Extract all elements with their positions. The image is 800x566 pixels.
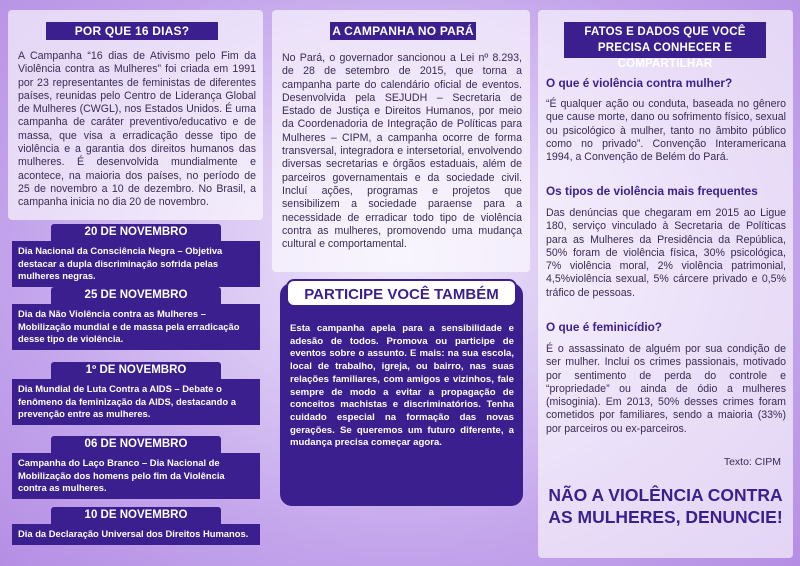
- participe-title: PARTICIPE VOCÊ TAMBÉM: [286, 279, 517, 307]
- slogan: NÃO A VIOLÊNCIA CONTRA AS MULHERES, DENUNCIE!: [548, 485, 783, 527]
- date-block-06-nov: [12, 436, 260, 499]
- participe-text: Esta campanha apela para a sensibilidade e adesão de todos. Promova ou participe de eventos sobre o assunto. E mais: na sua escola, local de trabalho, igreja, ou bairro, nas suas relações familiares, com amigos e vizinhos, fale sempre de modo a evitar a propagação de conceitos machistas e discriminatórios. Tenha cuidado especial na formação das novas gerações. Se queremos um futuro diferente, a mudança precisa começar agora.: [290, 323, 514, 449]
- campaign-para-panel: [272, 10, 530, 272]
- facts-panel: [538, 10, 793, 558]
- campaign-para-text: No Pará, o governador sancionou a Lei nº 8.293, de 28 de setembro de 2015, que torna a campanha parte do calendário oficial de eventos. Desenvolvida pela SEJUDH – Secretaria de Estado de Justiça e Direitos Humanos, por meio da Coordenadoria de Integração de Políticas para Mulheres – CIPM, a campanha ocorre de forma transversal, integradora e intersetorial, envolvendo diversas secretarias e órgãos estaduais, além de parceiros governamentais e da sociedade civil. Incluí ações, programas e projetos que sensibilizem a sociedade paraense para a necessidade de erradicar todo tipo de violência contra as mulheres, promovendo uma mudança cultural e comportamental.: [282, 52, 522, 251]
- date-title: 10 DE NOVEMBRO: [51, 507, 221, 524]
- text-credit: Texto: CIPM: [723, 456, 781, 468]
- date-title: 25 DE NOVEMBRO: [51, 287, 221, 304]
- date-title: 20 DE NOVEMBRO: [51, 224, 221, 241]
- date-desc: Dia Nacional da Consciência Negra – Objetiva destacar a dupla discriminação sofrida pelas mulheres negras.: [12, 241, 260, 287]
- date-desc: Campanha do Laço Branco – Dia Nacional de Mobilização dos homens pelo fim da Violência contra as mulheres.: [12, 453, 260, 499]
- date-block-20-nov: [12, 224, 260, 287]
- answer-violence: “É qualquer ação ou conduta, baseada no gênero que cause morte, dano ou sofrimento físico, sexual ou psicológico à mulher, tanto no âmbito público como no privado”. Convenção Interamericana 1994, a Convenção de Belém do Pará.: [546, 98, 786, 164]
- answer-femicide: É o assassinato de alguém por sua condição de ser mulher. Inclui os crimes passionais, motivado por sentimento de perda do controle e “propriedade” ou ainda de ódio a mulheres (misoginia). Em 2013, 50% desses crimes foram cometidos por familiares, sendo a maioria (33%) por parceiros ou ex-parceiros.: [546, 343, 786, 435]
- date-desc: Dia da Não Violência contra as Mulheres – Mobilização mundial e de massa pela erradicação desse tipo de violência.: [12, 304, 260, 350]
- date-desc: Dia da Declaração Universal dos Direitos Humanos.: [12, 524, 260, 545]
- participe-box: [280, 283, 523, 506]
- answer-types: Das denúncias que chegaram em 2015 ao Ligue 180, serviço vinculado à Secretaria de Políticas para as Mulheres da Presidência da República, 50% foram de violência física, 30% psicológica, 7% violência moral, 2% violência patrimonial, 4,5%violência sexual, 5% cárcere privado e 0,5% tráfico de pessoas.: [546, 207, 786, 299]
- column-why-16-days: [8, 10, 263, 558]
- date-title: 1º DE NOVEMBRO: [51, 362, 221, 379]
- question-violence: O que é violência contra mulher?: [546, 76, 733, 90]
- intro-text: A Campanha “16 dias de Ativismo pelo Fim da Violência contra as Mulheres” foi criada em 1991 por 23 representantes de feministas de diferentes países, reunidas pelo Centro de Liderança Global de Mulheres (CWGL), nos Estados Unidos. É uma campanha de caráter preventivo/educativo e de massa, que visa a erradicação desse tipo de violência e a garantia dos direitos humanos das mulheres. É desenvolvida mundialmente e acontece, na maioria dos países, no período de 25 de novembro a 10 de dezembro. No Brasil, a campanha inicia no dia 20 de novembro.: [18, 50, 256, 209]
- heading-campaign-para: A CAMPANHA NO PARÁ: [330, 22, 476, 40]
- date-title: 06 DE NOVEMBRO: [51, 436, 221, 453]
- question-femicide: O que é feminicídio?: [546, 320, 663, 334]
- date-block-10-nov: [12, 507, 260, 545]
- heading-why-16-days: POR QUE 16 DIAS?: [46, 22, 218, 40]
- date-block-25-nov: [12, 287, 260, 350]
- question-types: Os tipos de violência mais frequentes: [546, 184, 758, 198]
- intro-panel: [8, 10, 263, 220]
- date-block-1-nov: [12, 362, 260, 425]
- date-desc: Dia Mundial de Luta Contra a AIDS – Debate o fenômeno da feminização da AIDS, destacando a prevenção entre as mulheres.: [12, 379, 260, 425]
- heading-facts: FATOS E DADOS QUE VOCÊ PRECISA CONHECER E COMPARTILHAR: [564, 22, 766, 58]
